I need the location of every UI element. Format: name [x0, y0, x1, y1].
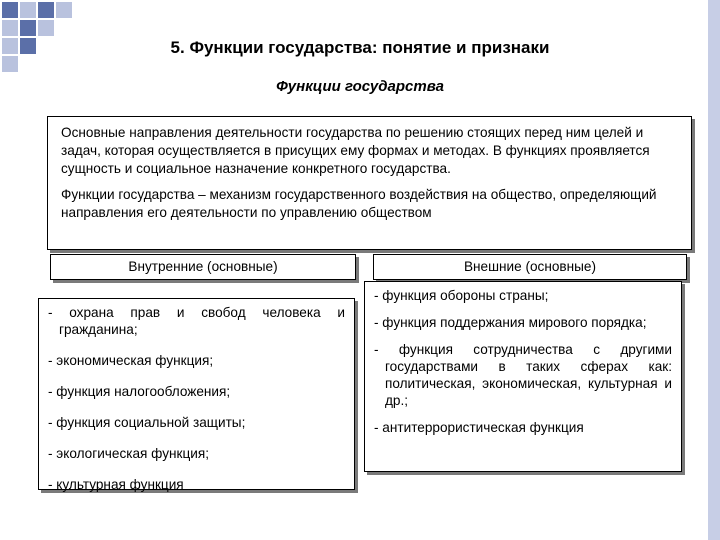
corner-square-5 — [20, 20, 36, 36]
page-subtitle: Функции государства — [276, 78, 444, 95]
external-functions-list — [364, 281, 682, 472]
list-item: - функция обороны страны; — [374, 288, 549, 303]
external-functions-header: Внешние (основные) — [373, 254, 687, 280]
definition-paragraph-2: Функции государства – механизм государственного воздействия на общество, определяющий направления его деятельности по управлению обществом — [61, 187, 657, 220]
list-item: - функция налогообложения; — [48, 384, 231, 399]
list-item: - функция сотрудничества с другими государствами в таких сферах как: политическая, экономическая, культурная и др.; — [374, 342, 672, 408]
internal-functions-header: Внутренние (основные) — [50, 254, 356, 280]
corner-square-8 — [56, 2, 72, 18]
list-item: - функция социальной защиты; — [48, 415, 246, 430]
list-item: - экономическая функция; — [48, 353, 214, 368]
corner-square-10 — [2, 56, 18, 72]
corner-square-4 — [2, 20, 18, 36]
definition-paragraph-1: Основные направления деятельности государства по решению стоящих перед ним целей и задач, которая осуществляется в присущих ему формах и методах. В функциях проявляется сущность и социальное назначение конкретного государства. — [61, 125, 650, 176]
list-item: - культурная функция — [48, 477, 184, 492]
list-item: - охрана прав и свобод человека и гражданина; — [48, 305, 345, 337]
corner-square-3 — [38, 2, 54, 18]
internal-functions-list — [38, 298, 355, 490]
list-item: - функция поддержания мирового порядка; — [374, 315, 647, 330]
definition-box — [47, 116, 692, 250]
corner-square-2 — [20, 2, 36, 18]
corner-square-6 — [38, 20, 54, 36]
list-item: - антитеррористическая функция — [374, 420, 584, 435]
list-item: - экологическая функция; — [48, 446, 209, 461]
page-title: 5. Функции государства: понятие и признаки — [170, 38, 550, 57]
corner-square-1 — [2, 2, 18, 18]
